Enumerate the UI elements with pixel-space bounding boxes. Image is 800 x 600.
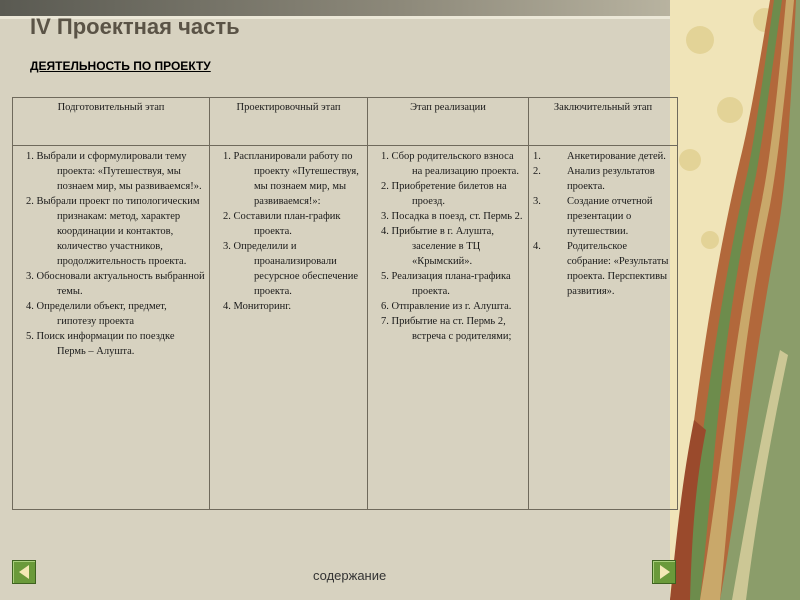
- previous-slide-button[interactable]: [12, 560, 36, 584]
- list-item: 7. Прибытие на ст. Пермь 2, встреча с родителями;: [381, 316, 512, 342]
- list-item: 2. Приобретение билетов на проезд.: [381, 181, 507, 207]
- list-item: [533, 194, 673, 239]
- table-header-row: [13, 98, 678, 146]
- contents-link[interactable]: содержание: [313, 568, 387, 583]
- triangle-left-icon: [19, 565, 29, 579]
- item-text: Родительское собрание: «Результаты проекта. Перспективы развития».: [567, 241, 669, 297]
- item-number: 1.: [533, 151, 541, 162]
- list-item: 5. Реализация плана-графика проекта.: [381, 271, 511, 297]
- table-row: [13, 146, 678, 510]
- header-implementation: Этап реализации: [368, 98, 529, 146]
- list-item: 4. Мониторинг.: [223, 301, 291, 312]
- triangle-right-icon: [660, 565, 670, 579]
- cell-design: [210, 146, 368, 510]
- cell-implementation: [368, 146, 529, 510]
- list-item: 5. Поиск информации по поездке Пермь – Алушта.: [26, 331, 175, 357]
- list-item: 6. Отправление из г. Алушта.: [381, 301, 512, 312]
- cell-final: [529, 146, 678, 510]
- list-item: 2. Выбрали проект по типологическим признакам: метод, характер координации и контактов, количество участников, продолжительность проекта.: [26, 196, 200, 267]
- list-item: 1. Выбрали и сформулировали тему проекта: «Путешествуя, мы познаем мир, мы развиваемся!».: [26, 151, 202, 192]
- list-item: [533, 149, 673, 164]
- list-item: 4. Определили объект, предмет, гипотезу проекта: [26, 301, 167, 327]
- item-number: 2.: [533, 166, 541, 177]
- header-final: Заключительный этап: [529, 98, 678, 146]
- project-activity-table: [12, 97, 678, 510]
- decorative-pattern: [670, 0, 800, 600]
- header-preparatory: Подготовительный этап: [13, 98, 210, 146]
- list-item: 3. Обосновали актуальность выбранной темы.: [26, 271, 205, 297]
- decorative-border: [670, 0, 800, 600]
- item-text: Анкетирование детей.: [567, 151, 666, 162]
- header-design: Проектировочный этап: [210, 98, 368, 146]
- section-subtitle: ДЕЯТЕЛЬНОСТЬ ПО ПРОЕКТУ: [30, 59, 211, 73]
- list-item: 1. Сбор родительского взноса на реализацию проекта.: [381, 151, 519, 177]
- next-slide-button[interactable]: [652, 560, 676, 584]
- list-item: 3. Посадка в поезд, ст. Пермь 2.: [381, 211, 523, 222]
- list-item: 4. Прибытие в г. Алушта, заселение в ТЦ «Крымский».: [381, 226, 494, 267]
- list-item: [533, 164, 673, 194]
- list-item: 2. Составили план-график проекта.: [223, 211, 341, 237]
- item-number: 3.: [533, 196, 541, 207]
- cell-preparatory: [13, 146, 210, 510]
- list-item: 3. Определили и проанализировали ресурсное обеспечение проекта.: [223, 241, 359, 297]
- item-number: 4.: [533, 241, 541, 252]
- list-item: 1. Распланировали работу по проекту «Путешествуя, мы познаем мир, мы развиваемся!»:: [223, 151, 359, 207]
- item-text: Анализ результатов проекта.: [567, 166, 655, 192]
- item-text: Создание отчетной презентации о путешествии.: [567, 196, 653, 237]
- page-title: IV Проектная часть: [30, 14, 240, 39]
- list-item: [533, 239, 673, 299]
